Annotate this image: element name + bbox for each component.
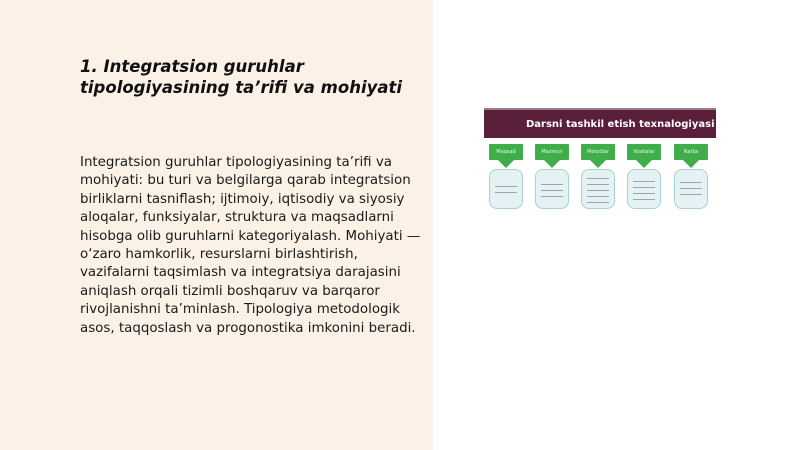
down-arrow-icon [636, 160, 652, 168]
diagram-column-label: Maqsad [489, 144, 523, 160]
diagram-column-box [674, 169, 708, 209]
diagram-header-title: Darsni tashkil etish texnalogiyasi [526, 119, 715, 130]
diagram-column [627, 144, 661, 209]
diagram-column [535, 144, 569, 209]
diagram-column-label: Mazmun [535, 144, 569, 160]
diagram-column-box [627, 169, 661, 209]
down-arrow-icon [590, 160, 606, 168]
lesson-technology-diagram [484, 108, 716, 224]
diagram-column-box [489, 169, 523, 209]
down-arrow-icon [683, 160, 699, 168]
slide-body-text: Integratsion guruhlar tipologiyasining ta’rifi va mohiyati: bu turi va belgilarga qarab integratsion birliklarni tasniflash; ijtimoiy, iqtisodiy va siyosiy aloqalar, funksiyalar, struktura va maqsadlarni hisobga olib guruhlarni kategoriyalash. Mohiyati — o‘zaro hamkorlik, resurslarni birlashtirish, vazifalarni taqsimlash va integratsiya darajasini aniqlash orqali tizimli boshqaruv va barqaror rivojlanishni ta’minlash. Tipologiya metodologik asos, taqqoslash va progonostika imkonini beradi. [80, 155, 421, 336]
diagram-column-label: Vositalar [627, 144, 661, 160]
down-arrow-icon [498, 160, 514, 168]
diagram-column-box [581, 169, 615, 209]
diagram-column [674, 144, 708, 209]
diagram-column-label: Natija [674, 144, 708, 160]
diagram-column [489, 144, 523, 209]
slide-title: 1. Integratsion guruhlar tipologiyasining ta’rifi va mohiyati [80, 57, 403, 97]
diagram-column-box [535, 169, 569, 209]
diagram-column [581, 144, 615, 209]
down-arrow-icon [544, 160, 560, 168]
diagram-column-label: Metodlar [581, 144, 615, 160]
diagram-header [484, 108, 716, 138]
